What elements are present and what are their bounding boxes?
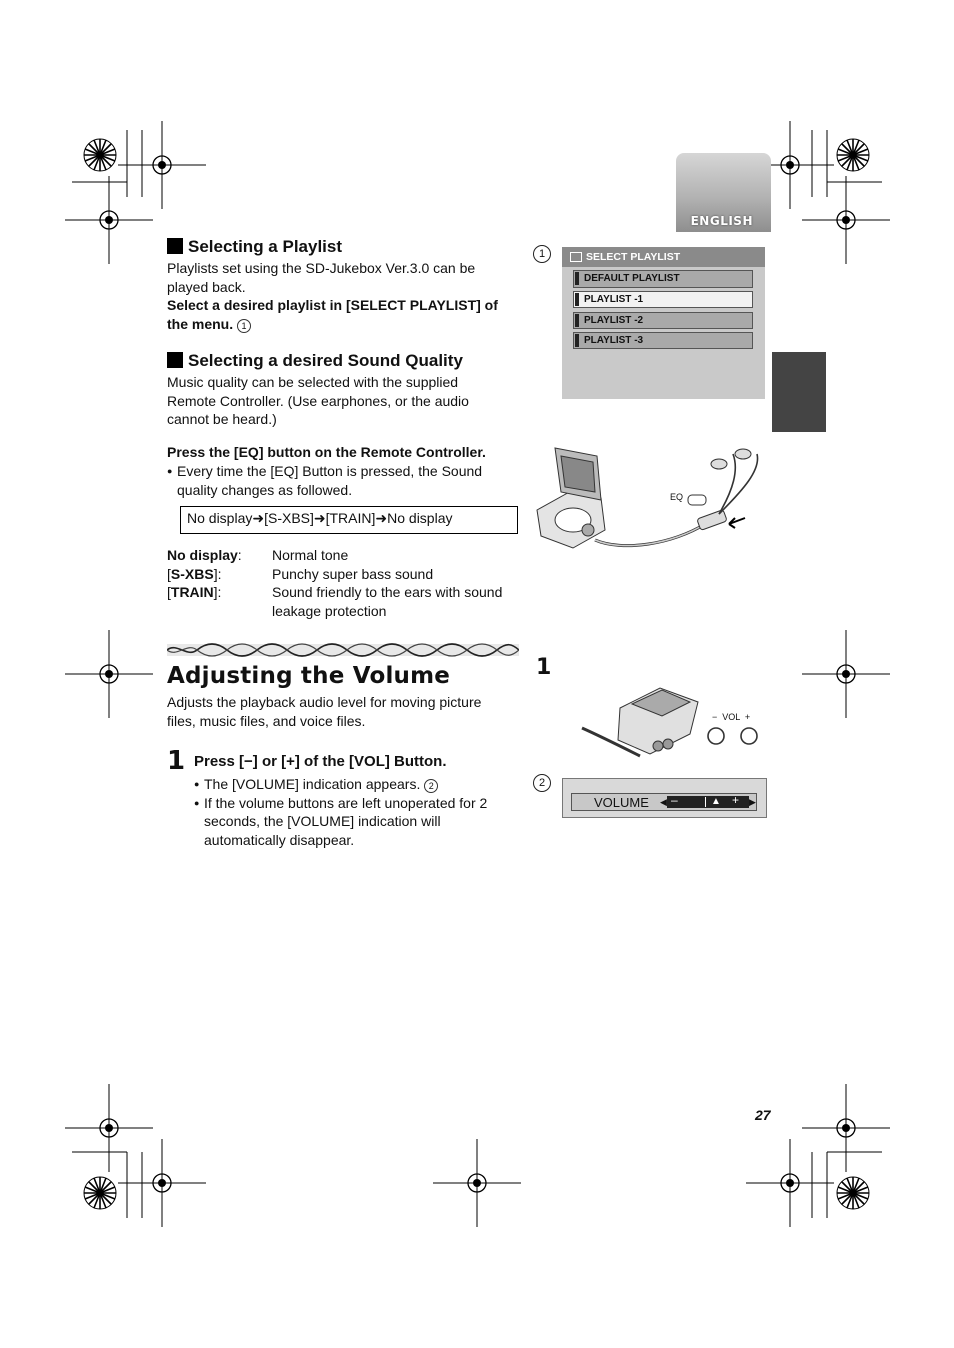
left-arrow-icon: ◀ (660, 797, 667, 807)
playlist-header: SELECT PLAYLIST (562, 247, 765, 267)
vol-minus-button (708, 728, 724, 744)
step-number-1: 1 (167, 746, 186, 776)
volume-level-marker (705, 797, 706, 807)
volume-description: Adjusts the playback audio level for moving picture files, music files, and voice files. (167, 694, 482, 729)
figure-ref-1: 1 (533, 245, 551, 263)
playlist-icon (570, 252, 582, 262)
volume-track: – ▲ + (667, 796, 749, 808)
volume-indicator (571, 793, 757, 811)
language-label: ENGLISH (690, 214, 753, 228)
earphone-left (711, 459, 727, 469)
eq-label: EQ (670, 492, 684, 502)
playlist-item-3[interactable]: PLAYLIST -3 (573, 332, 753, 349)
heading-square-icon (167, 238, 183, 254)
step-1-bullets: ● The [VOLUME] indication appears. 2 ● If the volume buttons are left unoperated for 2 seconds, the [VOLUME] indication will automatically disappear. (194, 775, 524, 849)
figure-ref-2: 2 (533, 774, 551, 792)
ref-circle-2: 2 (424, 779, 438, 793)
select-playlist-screen (562, 247, 765, 399)
vol-label: − VOL + (712, 712, 751, 722)
mark-mid-left (65, 630, 153, 718)
heading-selecting-playlist: Selecting a Playlist (167, 237, 342, 257)
earphone-right (735, 449, 751, 459)
eq-button-icon (688, 495, 706, 505)
sound-quality-description: Music quality can be selected with the supplied Remote Controller. (Use earphones, or the audio cannot be heard.) (167, 374, 469, 427)
mark-bottom-right (746, 1084, 890, 1227)
mark-bottom-left (65, 1084, 206, 1227)
volume-pointer-icon: ▲ (711, 796, 721, 807)
step-1-instruction: Press [−] or [+] of the [VOL] Button. (194, 753, 447, 770)
camera-drawing (537, 448, 605, 548)
right-arrow-icon: ▶ (749, 797, 756, 807)
volume-label: VOLUME (594, 795, 649, 810)
vol-plus-button (741, 728, 757, 744)
eq-sequence-box: No display➜[S-XBS]➜[TRAIN]➜No display (180, 506, 518, 534)
playlist-item-1[interactable]: PLAYLIST -1 (573, 291, 753, 308)
title-adjusting-volume: Adjusting the Volume (167, 663, 451, 689)
language-tab (676, 153, 771, 232)
eq-bullet: ● Every time the [EQ] Button is pressed, the Sound quality changes as followed. (167, 462, 527, 499)
chapter-index-block (772, 352, 826, 432)
eq-instruction: Press the [EQ] button on the Remote Controller. (167, 444, 486, 460)
eq-remote-illustration (533, 440, 773, 560)
figure-step-1: 1 (536, 655, 552, 680)
volume-indicator-screen (562, 778, 767, 818)
page-number: 27 (755, 1107, 771, 1123)
heading-sound-quality: Selecting a desired Sound Quality (167, 351, 463, 371)
remote-drawing (697, 510, 727, 531)
mark-bottom-center (433, 1139, 521, 1227)
decorative-divider (167, 641, 519, 659)
vol-button-illustration (580, 680, 770, 765)
playlist-description: Playlists set using the SD-Jukebox Ver.3.0 can be played back. Select a desired playlist in [SELECT PLAYLIST] of the menu. 1 (167, 260, 498, 332)
playlist-item-default[interactable]: DEFAULT PLAYLIST (573, 270, 753, 288)
heading-square-icon (167, 352, 183, 368)
arrow-icon (729, 518, 745, 528)
playlist-item-2[interactable]: PLAYLIST -2 (573, 312, 753, 329)
mark-mid-right (802, 630, 890, 718)
ref-circle-1: 1 (237, 319, 251, 333)
